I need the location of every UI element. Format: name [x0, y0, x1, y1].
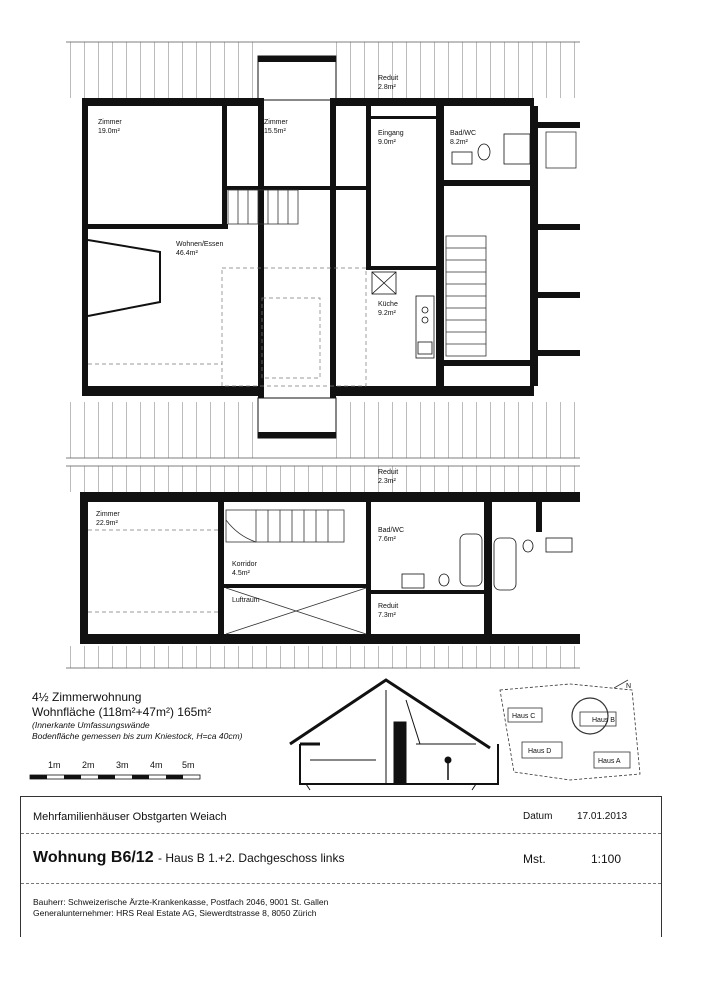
date-value: 17.01.2013	[577, 811, 628, 822]
room-name: Zimmer	[96, 511, 120, 518]
roof-hatch-top-left	[66, 42, 260, 98]
apartment-type: 4½ Zimmerwohnung	[32, 690, 142, 704]
scale-label: 4m	[150, 760, 163, 770]
scale-bar	[30, 775, 200, 779]
roof-hatch-lower-top	[66, 466, 580, 492]
room-area: 7.3m²	[378, 612, 396, 619]
room-area: 2.8m²	[378, 84, 396, 91]
north-arrow: N	[626, 683, 632, 690]
room-area: 15.5m²	[264, 128, 286, 135]
site-label-haus-b: Haus B	[592, 717, 615, 724]
room-name: Bad/WC	[378, 527, 405, 534]
divider	[21, 883, 661, 884]
room-area: 9.2m²	[378, 310, 396, 317]
site-label-haus-d: Haus D	[528, 748, 552, 755]
room-name: Küche	[378, 301, 398, 308]
site-label-haus-c: Haus C	[512, 713, 536, 720]
upper-floor-plan	[66, 42, 580, 458]
roof-hatch-top-right	[336, 42, 580, 98]
room-area: 19.0m²	[98, 128, 120, 135]
room-name: Luftraum	[232, 597, 260, 604]
flat-subtitle: - Haus B 1.+2. Dachgeschoss links	[158, 851, 345, 865]
room-name: Eingang	[378, 130, 404, 137]
living-area: Wohnfläche (118m²+47m²) 165m²	[32, 705, 212, 719]
roof-hatch-bottom-right	[336, 402, 580, 458]
date-label: Datum	[523, 811, 553, 822]
divider	[21, 833, 661, 834]
site-plan	[500, 680, 640, 780]
scale-label: Mst.	[523, 852, 546, 866]
site-label-haus-a: Haus A	[598, 758, 621, 765]
room-area: 2.3m²	[378, 478, 396, 485]
title-block	[20, 796, 662, 937]
area-note-line2: Bodenfläche gemessen bis zum Kniestock, H=ca 40cm)	[32, 731, 243, 741]
room-area: 8.2m²	[450, 139, 468, 146]
project-name: Mehrfamilienhäuser Obstgarten Weiach	[33, 811, 227, 823]
room-area: 4.5m²	[232, 570, 250, 577]
lower-floor-plan	[66, 466, 580, 668]
flat-title	[33, 849, 344, 867]
owner-info	[33, 897, 328, 919]
room-area: 22.9m²	[96, 520, 118, 527]
room-name: Zimmer	[264, 119, 288, 126]
room-name: Zimmer	[98, 119, 122, 126]
room-area: 9.0m²	[378, 139, 396, 146]
room-name: Reduit	[378, 75, 399, 82]
room-name: Reduit	[378, 603, 399, 610]
owner-line: Bauherr: Schweizerische Ärzte-Krankenkasse, Postfach 2046, 9001 St. Gallen	[33, 897, 329, 907]
room-area: 46.4m²	[176, 250, 198, 257]
area-note-line1: (Innerkante Umfassungswände	[32, 720, 150, 730]
room-name: Bad/WC	[450, 130, 477, 137]
apartment-info	[32, 690, 292, 742]
scale-label: 3m	[116, 760, 129, 770]
section-drawing	[290, 680, 498, 790]
room-name: Reduit	[378, 469, 399, 476]
scale-label: 2m	[82, 760, 95, 770]
flat-number: Wohnung B6/12	[33, 849, 154, 866]
contractor-line: Generalunternehmer: HRS Real Estate AG, Siewerdtstrasse 8, 8050 Zürich	[33, 908, 317, 918]
scale-value: 1:100	[591, 852, 622, 866]
room-area: 7.6m²	[378, 536, 396, 543]
roof-hatch-bottom-left	[66, 402, 260, 458]
roof-hatch-lower-bottom	[66, 646, 580, 668]
room-name: Korridor	[232, 561, 257, 568]
room-name: Wohnen/Essen	[176, 241, 224, 248]
scale-label: 5m	[182, 760, 195, 770]
scale-label: 1m	[48, 760, 61, 770]
